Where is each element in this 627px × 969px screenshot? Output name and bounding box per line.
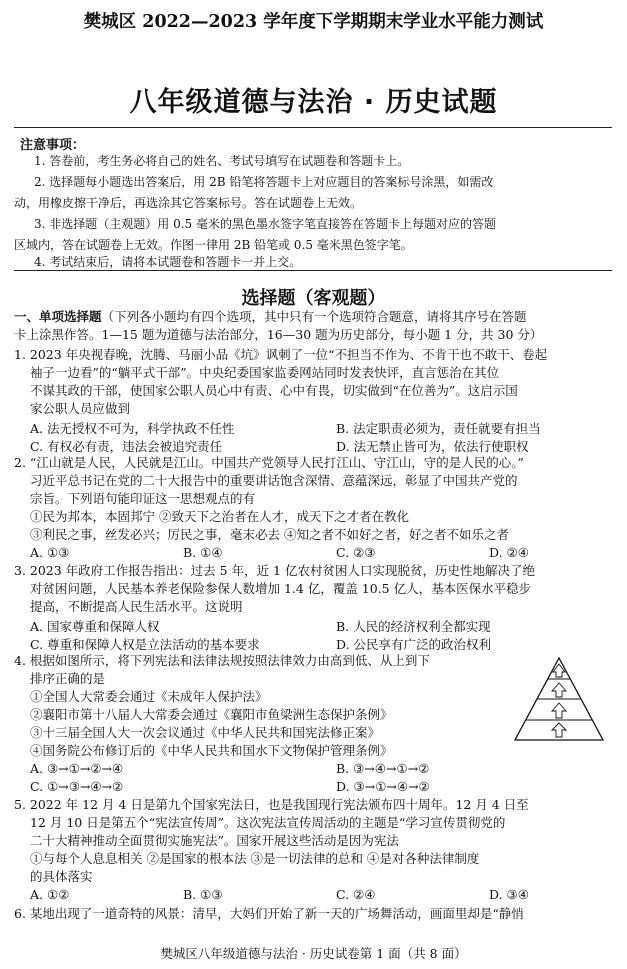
question-5-line: 5. 2022 年 12 月 4 日是第九个国家宪法日，也是我国现行宪法颁布四十周年。12 月 4 日至 bbox=[14, 797, 529, 812]
notice-line: 区域内，答在试题卷上无效。作图一律用 2B 铅笔或 0.5 毫米黑色签字笔。 bbox=[14, 238, 413, 252]
legal-hierarchy-pyramid bbox=[513, 656, 605, 742]
q2-option-a: A. ①③ bbox=[30, 545, 70, 560]
question-4-line: ③十三届全国人大一次会议通过《中华人民共和国宪法修正案》 bbox=[30, 725, 381, 740]
part-intro-text: （下列各小题均有四个选项，其中只有一个选项符合题意，请将其序号在答题 bbox=[101, 309, 527, 324]
q2-option-c: C. ②③ bbox=[336, 545, 376, 560]
q3-option-a: A. 国家尊重和保障人权 bbox=[30, 619, 160, 634]
notice-line: 4. 考试结束后，请将本试题卷和答题卡一并上交。 bbox=[34, 255, 302, 269]
q4-option-d: D. ③→①→④→② bbox=[336, 779, 430, 794]
question-2-line: ①民为邦本，本固邦宁 ②致天下之治者在人才，成天下之才者在教化 bbox=[30, 509, 409, 524]
question-4-line: ④国务院公布修订后的《中华人民共和国水下文物保护管理条例》 bbox=[30, 743, 393, 758]
notice-title: 注意事项： bbox=[20, 138, 86, 153]
part-label: 一、单项选择题 bbox=[14, 309, 102, 324]
question-2-line: ③利民之事，丝发必兴；厉民之事，毫末必去 ④知之者不如好之者，好之者不如乐之者 bbox=[30, 527, 509, 542]
q1-option-b: B. 法定职责必须为，责任就要有担当 bbox=[336, 421, 541, 436]
question-3-line: 对贫困问题，人民基本养老保险参保人数增加 1.4 亿，覆盖 10.5 亿人，基本医保水平稳步 bbox=[30, 581, 532, 596]
notice-line: 1. 答卷前，考生务必将自己的姓名、考试号填写在试题卷和答题卡上。 bbox=[34, 154, 410, 168]
question-5-line: 二十大精神推动全面贯彻实施宪法”。国家开展这些活动是因为宪法 bbox=[30, 833, 399, 848]
question-1-line: 家公职人员应做到 bbox=[30, 401, 131, 416]
question-1-line: 袖子一边看”的“躺平式干部”。中央纪委国家监委网站同时发表快评，直言惩治在其位 bbox=[30, 365, 500, 380]
question-1-line: 1. 2023 年央视春晚，沈腾、马丽小品《坑》讽刺了一位“不担当不作为、不肯干也不敢干、卷起 bbox=[14, 347, 548, 362]
q4-option-a: A. ③→①→②→④ bbox=[30, 761, 124, 776]
q4-option-b: B. ③→④→①→② bbox=[336, 761, 430, 776]
q4-option-c: C. ①→③→④→② bbox=[30, 779, 124, 794]
question-4-line: ②襄阳市第十八届人大常委会通过《襄阳市鱼梁洲生态保护条例》 bbox=[30, 707, 393, 722]
question-2-line: 2. “江山就是人民，人民就是江山。中国共产党领导人民打江山、守江山，守的是人民的心。” bbox=[14, 455, 524, 470]
q3-option-c: C. 尊重和保障人权是立法活动的基本要求 bbox=[30, 637, 260, 652]
q2-option-b: B. ①④ bbox=[183, 545, 223, 560]
question-4-line: ①全国人大常委会通过《未成年人保护法》 bbox=[30, 689, 268, 704]
question-1-line: 不谋其政的干部，使国家公职人员心中有责、心中有畏，切实做到“在位善为”。这启示国 bbox=[30, 383, 518, 398]
q5-option-b: B. ①③ bbox=[183, 887, 223, 902]
question-5-line: 12 月 10 日是第五个“宪法宣传周”。这次宪法宣传周活动的主题是“学习宣传贯彻党的 bbox=[30, 815, 506, 830]
question-4-line: 排序正确的是 bbox=[30, 671, 106, 686]
exam-title: 樊城区 2022—2023 学年度下学期期末学业水平能力测试 bbox=[83, 12, 544, 32]
section-title: 选择题（客观题） bbox=[241, 288, 386, 309]
q5-option-c: C. ②④ bbox=[336, 887, 376, 902]
q1-option-d: D. 法无禁止皆可为，依法行使职权 bbox=[336, 439, 529, 454]
q3-option-d: D. 公民享有广泛的政治权利 bbox=[336, 637, 492, 652]
page-footer: 樊城区八年级道德与法治 · 历史试卷第 1 面（共 8 面） bbox=[160, 946, 467, 961]
q5-option-a: A. ①② bbox=[30, 887, 70, 902]
paper-title: 八年级道德与法治 · 历史试题 bbox=[129, 87, 498, 118]
notice-line: 2. 选择题每小题选出答案后，用 2B 铅笔将答题卡上对应题目的答案标号涂黑，如需改 bbox=[34, 175, 494, 189]
question-5-line: 的具体落实 bbox=[30, 869, 93, 884]
q3-option-b: B. 人民的经济权利全都实现 bbox=[336, 619, 491, 634]
question-3-line: 3. 2023 年政府工作报告指出：过去 5 年，近 1 亿农村贫困人口实现脱贫，历史性地解决了绝 bbox=[14, 563, 535, 578]
part-intro-line-2: 卡上涂黑作答。1—15 题为道德与法治部分，16—30 题为历史部分，每小题 1 分，共 30 分） bbox=[14, 327, 543, 342]
q2-option-d: D. ②④ bbox=[489, 545, 529, 560]
notice-line: 3. 非选择题（主观题）用 0.5 毫米的黑色墨水签字笔直接答在答题卡上每题对应的答题 bbox=[34, 217, 496, 231]
notice-line: 动，用橡皮擦干净后，再选涂其它答案标号。答在试题卷上无效。 bbox=[14, 196, 363, 210]
question-3-line: 提高，不断提高人民生活水平。这说明 bbox=[30, 599, 243, 614]
question-5-line: ①与每个人息息相关 ②是国家的根本法 ③是一切法律的总和 ④是对各种法律制度 bbox=[30, 851, 480, 866]
question-4-line: 4. 根据如图所示，将下列宪法和法律法规按照法律效力由高到低、从上到下 bbox=[14, 653, 430, 668]
q5-option-d: D. ③④ bbox=[489, 887, 529, 902]
notice-box bbox=[14, 127, 612, 271]
q1-option-a: A. 法无授权不可为，科学执政不任性 bbox=[30, 421, 235, 436]
question-6-line: 6. 某地出现了一道奇特的风景：清早，大妈们开始了新一天的广场舞活动，画面里却是“静悄 bbox=[14, 906, 524, 921]
question-2-line: 宗旨。下列语句能印证这一思想观点的有 bbox=[30, 491, 256, 506]
q1-option-c: C. 有权必有责，违法会被追究责任 bbox=[30, 439, 223, 454]
part-intro-line-1 bbox=[14, 309, 614, 324]
question-2-line: 习近平总书记在党的二十大报告中的重要讲话饱含深情、意蕴深远，彰显了中国共产党的 bbox=[30, 473, 518, 488]
